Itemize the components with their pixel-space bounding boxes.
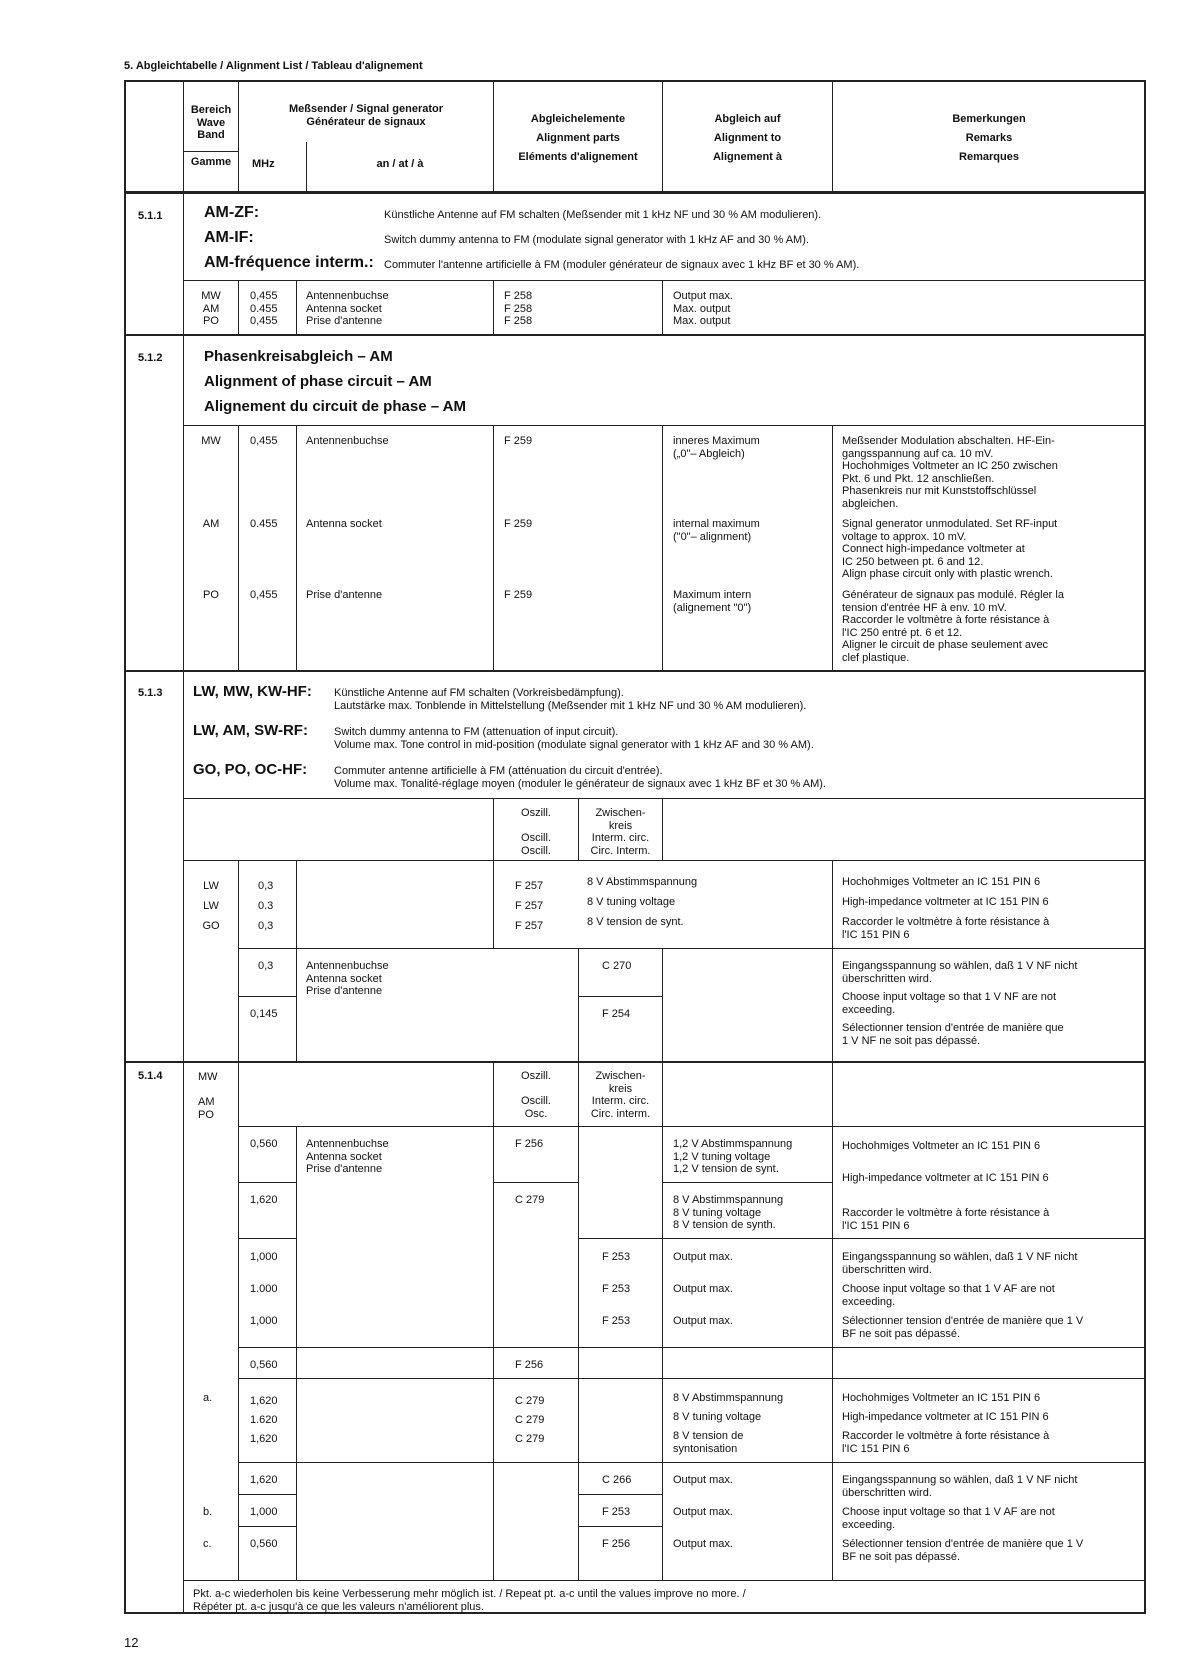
header-to: Abgleich auf Alignment to Alignement à <box>712 113 783 163</box>
cell-mhz: 0,560 <box>250 1359 278 1371</box>
cell-part: F 253 <box>602 1315 631 1327</box>
cell-mhz: 0,145 <box>250 1008 278 1020</box>
section-desc-en: Switch dummy antenna to FM (modulate signal generator with 1 kHz AF and 30 % AM). <box>384 234 809 246</box>
cell-to: internal maximum ("0"– alignment) <box>673 518 760 543</box>
cell-remark: Meßsender Modulation abschalten. HF-Ein- gangsspannung auf ca. 10 mV. Hochohmiges Voltmeter an IC 250 zwischen Pkt. 6 und Pkt. 12 anschließen. Phasenkreis nur mit Kunststoffschlüssel abgleichen. <box>842 435 1058 510</box>
cell-an: Antennenbuchse Antenna socket Prise d'antenne <box>306 1138 389 1175</box>
cell-an: Antennenbuchse Antenna socket Prise d'antenne <box>306 960 389 997</box>
cell-mhz: 0,455 <box>250 435 278 447</box>
repeat-note: Pkt. a-c wiederholen bis keine Verbesserung mehr möglich ist. / Repeat pt. a-c until the values improve no more. / Répéter pt. a-c jusqu'à ce que les valeurs n'améliorent plus. <box>193 1588 746 1613</box>
cell-to: Output max. <box>673 1506 733 1518</box>
cell-part: F 253 <box>602 1251 631 1263</box>
cell-an: Prise d'antenne <box>306 589 383 601</box>
col-zwischenkreis: Zwischen- kreis Interm. circ. Circ. Interm. <box>590 807 651 857</box>
header-mhz: MHz <box>252 158 275 170</box>
cell-remark: Raccorder le voltmètre à forte résistance à l'IC 151 PIN 6 <box>842 1430 1050 1455</box>
cell-to: 8 V Abstimmspannung 8 V tuning voltage 8 V tension de synth. <box>673 1194 784 1231</box>
cell-parts: F 257 F 257 F 257 <box>515 880 544 932</box>
cell-mhz: 1,620 <box>250 1474 278 1486</box>
cell-mhz: 0,455 0.455 0,455 <box>250 290 278 327</box>
cell-to: Maximum intern (alignement "0") <box>673 589 752 614</box>
section-title-de: LW, MW, KW-HF: <box>193 683 312 700</box>
cell-remark: Choose input voltage so that 1 V AF are not exceeding. <box>842 1283 1055 1308</box>
cell-mhz: 1.000 <box>250 1283 278 1295</box>
cell-part: C 279 C 279 C 279 <box>515 1395 545 1445</box>
cell-remark: Sélectionner tension d'entrée de manière que 1 V BF ne soit pas dépassé. <box>842 1538 1084 1563</box>
cell-to: Output max. Max. output Max. output <box>673 290 733 327</box>
cell-parts: F 258 F 258 F 258 <box>504 290 533 327</box>
cell-to: inneres Maximum („0"– Abgleich) <box>673 435 760 460</box>
cell-to: 8 V Abstimmspannung <box>673 1392 784 1404</box>
step-label: c. <box>203 1538 212 1550</box>
cell-remark: High-impedance voltmeter at IC 151 PIN 6 <box>842 1411 1049 1423</box>
section-title-en: AM-IF: <box>204 229 254 246</box>
cell-remark: High-impedance voltmeter at IC 151 PIN 6 <box>842 1172 1049 1184</box>
cell-mhz: 1,620 1.620 1,620 <box>250 1395 278 1445</box>
section-desc-de: Künstliche Antenne auf FM schalten (Meßsender mit 1 kHz NF und 30 % AM modulieren). <box>384 209 822 221</box>
cell-part: C 279 <box>515 1194 545 1206</box>
section-title-fr: Alignement du circuit de phase – AM <box>204 398 466 415</box>
cell-band: MW <box>201 435 221 447</box>
col-oszill: Oszill. Oscill. Oscill. <box>521 807 551 857</box>
section-title-de: AM-ZF: <box>204 204 260 221</box>
cell-to: 1,2 V Abstimmspannung 1,2 V tuning voltage 1,2 V tension de synt. <box>673 1138 793 1175</box>
cell-band: MW AM PO <box>198 1071 218 1121</box>
cell-to: Output max. <box>673 1251 733 1263</box>
cell-part: C 266 <box>602 1474 632 1486</box>
cell-remark: Eingangsspannung so wählen, daß 1 V NF nicht überschritten wird. <box>842 960 1078 985</box>
cell-remark: Générateur de signaux pas modulé. Régler la tension d'entrée HF à env. 10 mV. Raccorder le voltmètre à forte résistance à l'IC 250 entré pt. 6 et 12. Aligner le circuit de phase seulement avec clef plastique. <box>842 589 1064 664</box>
cell-part: F 253 <box>602 1283 631 1295</box>
section-title-fr: GO, PO, OC-HF: <box>193 761 308 778</box>
cell-to: 8 V tension de synt. <box>587 916 684 928</box>
cell-mhz: 0.455 <box>250 518 278 530</box>
cell-band: LW LW GO <box>202 880 220 932</box>
col-oszill: Oszill. Oscill. Osc. <box>521 1070 551 1120</box>
section-desc-en: Switch dummy antenna to FM (attenuation of input circuit). Volume max. Tone control in mid-position (modulate signal generator with 1 kHz AF and 30 % AM). <box>334 726 814 751</box>
section-title-de: Phasenkreisabgleich – AM <box>204 348 393 365</box>
cell-remark: Hochohmiges Voltmeter an IC 151 PIN 6 <box>842 876 1041 888</box>
cell-part: C 270 <box>602 960 632 972</box>
header-parts: Abgleichelemente Alignment parts Eléments d'alignement <box>518 113 638 163</box>
cell-to: Output max. <box>673 1315 733 1327</box>
cell-part: F 254 <box>602 1008 631 1020</box>
step-label: a. <box>203 1392 213 1404</box>
cell-remark: Raccorder le voltmètre à forte résistance à l'IC 151 PIN 6 <box>842 1207 1050 1232</box>
cell-remark: Choose input voltage so that 1 V AF are not exceeding. <box>842 1506 1055 1531</box>
cell-remark: High-impedance voltmeter at IC 151 PIN 6 <box>842 896 1049 908</box>
step-label: b. <box>203 1506 213 1518</box>
cell-to: 8 V tension de syntonisation <box>673 1430 744 1455</box>
cell-remark: Choose input voltage so that 1 V NF are not exceeding. <box>842 991 1057 1016</box>
cell-remark: Sélectionner tension d'entrée de manière que 1 V NF ne soit pas dépassé. <box>842 1022 1064 1047</box>
cell-part: F 259 <box>504 518 533 530</box>
col-zwischenkreis: Zwischen- kreis Interm. circ. Circ. interm. <box>590 1070 651 1120</box>
header-generator: Meßsender / Signal generator Générateur de signaux <box>288 103 444 128</box>
cell-mhz: 0,455 <box>250 589 278 601</box>
cell-band: MW AM PO <box>201 290 221 327</box>
cell-to: 8 V Abstimmspannung <box>587 876 698 888</box>
cell-band: PO <box>203 589 219 601</box>
cell-mhz: 0,3 <box>258 960 274 972</box>
cell-to: 8 V tuning voltage <box>673 1411 762 1423</box>
header-an: an / at / à <box>376 158 424 170</box>
cell-band: AM <box>202 518 220 530</box>
header-remarks: Bemerkungen Remarks Remarques <box>952 113 1026 163</box>
cell-remark: Sélectionner tension d'entrée de manière que 1 V BF ne soit pas dépassé. <box>842 1315 1084 1340</box>
page-title: 5. Abgleichtabelle / Alignment List / Tableau d'alignement <box>124 60 423 72</box>
cell-part: F 259 <box>504 435 533 447</box>
page-number: 12 <box>124 1635 139 1650</box>
cell-mhz: 1,000 <box>250 1506 278 1518</box>
section-title-en: LW, AM, SW-RF: <box>193 722 308 739</box>
cell-part: F 256 <box>602 1538 631 1550</box>
section-desc-de: Künstliche Antenne auf FM schalten (Vorkreisbedämpfung). Lautstärke max. Tonblende in Mittelstellung (Meßsender mit 1 kHz NF und 30 % AM modulieren). <box>334 687 807 712</box>
cell-part: F 253 <box>602 1506 631 1518</box>
section-number: 5.1.3 <box>138 687 163 699</box>
cell-part: F 256 <box>515 1138 544 1150</box>
section-title-en: Alignment of phase circuit – AM <box>204 373 432 390</box>
cell-an: Antennenbuchse Antenna socket Prise d'antenne <box>306 290 389 327</box>
cell-remark: Signal generator unmodulated. Set RF-input voltage to approx. 10 mV. Connect high-impedance voltmeter at IC 250 between pt. 6 and 12. Align phase circuit only with plastic wrench. <box>842 518 1058 580</box>
cell-an: Antennenbuchse <box>306 435 389 447</box>
cell-to: Output max. <box>673 1283 733 1295</box>
section-number: 5.1.2 <box>138 352 163 364</box>
cell-mhz: 0,560 <box>250 1138 278 1150</box>
cell-to: Output max. <box>673 1474 733 1486</box>
cell-to: Output max. <box>673 1538 733 1550</box>
cell-mhz: 1,000 <box>250 1251 278 1263</box>
cell-remark: Hochohmiges Voltmeter an IC 151 PIN 6 <box>842 1140 1041 1152</box>
section-number: 5.1.4 <box>138 1070 163 1082</box>
cell-an: Antenna socket <box>306 518 382 530</box>
cell-mhz: 0,3 0.3 0,3 <box>258 880 274 932</box>
cell-remark: Eingangsspannung so wählen, daß 1 V NF nicht überschritten wird. <box>842 1251 1078 1276</box>
section-desc-fr: Commuter antenne artificielle à FM (atténuation du circuit d'entrée). Volume max. Tonalité-réglage moyen (moduler le générateur de signaux avec 1 kHz BF et 30 % AM). <box>334 765 826 790</box>
cell-to: 8 V tuning voltage <box>587 896 676 908</box>
header-gamme: Gamme <box>190 156 232 168</box>
cell-mhz: 1,000 <box>250 1315 278 1327</box>
header-bereich: Bereich Wave Band <box>190 104 232 141</box>
section-title-fr: AM-fréquence interm.: <box>204 254 374 271</box>
cell-remark: Hochohmiges Voltmeter an IC 151 PIN 6 <box>842 1392 1041 1404</box>
cell-part: F 256 <box>515 1359 544 1371</box>
section-desc-fr: Commuter l'antenne artificielle à FM (moduler générateur de signaux avec 1 kHz BF et 30 % AM). <box>384 259 860 271</box>
cell-part: F 259 <box>504 589 533 601</box>
cell-mhz: 1,620 <box>250 1194 278 1206</box>
cell-remark: Eingangsspannung so wählen, daß 1 V NF nicht überschritten wird. <box>842 1474 1078 1499</box>
cell-mhz: 0,560 <box>250 1538 278 1550</box>
cell-remark: Raccorder le voltmètre à forte résistance à l'IC 151 PIN 6 <box>842 916 1050 941</box>
section-number: 5.1.1 <box>138 210 163 222</box>
